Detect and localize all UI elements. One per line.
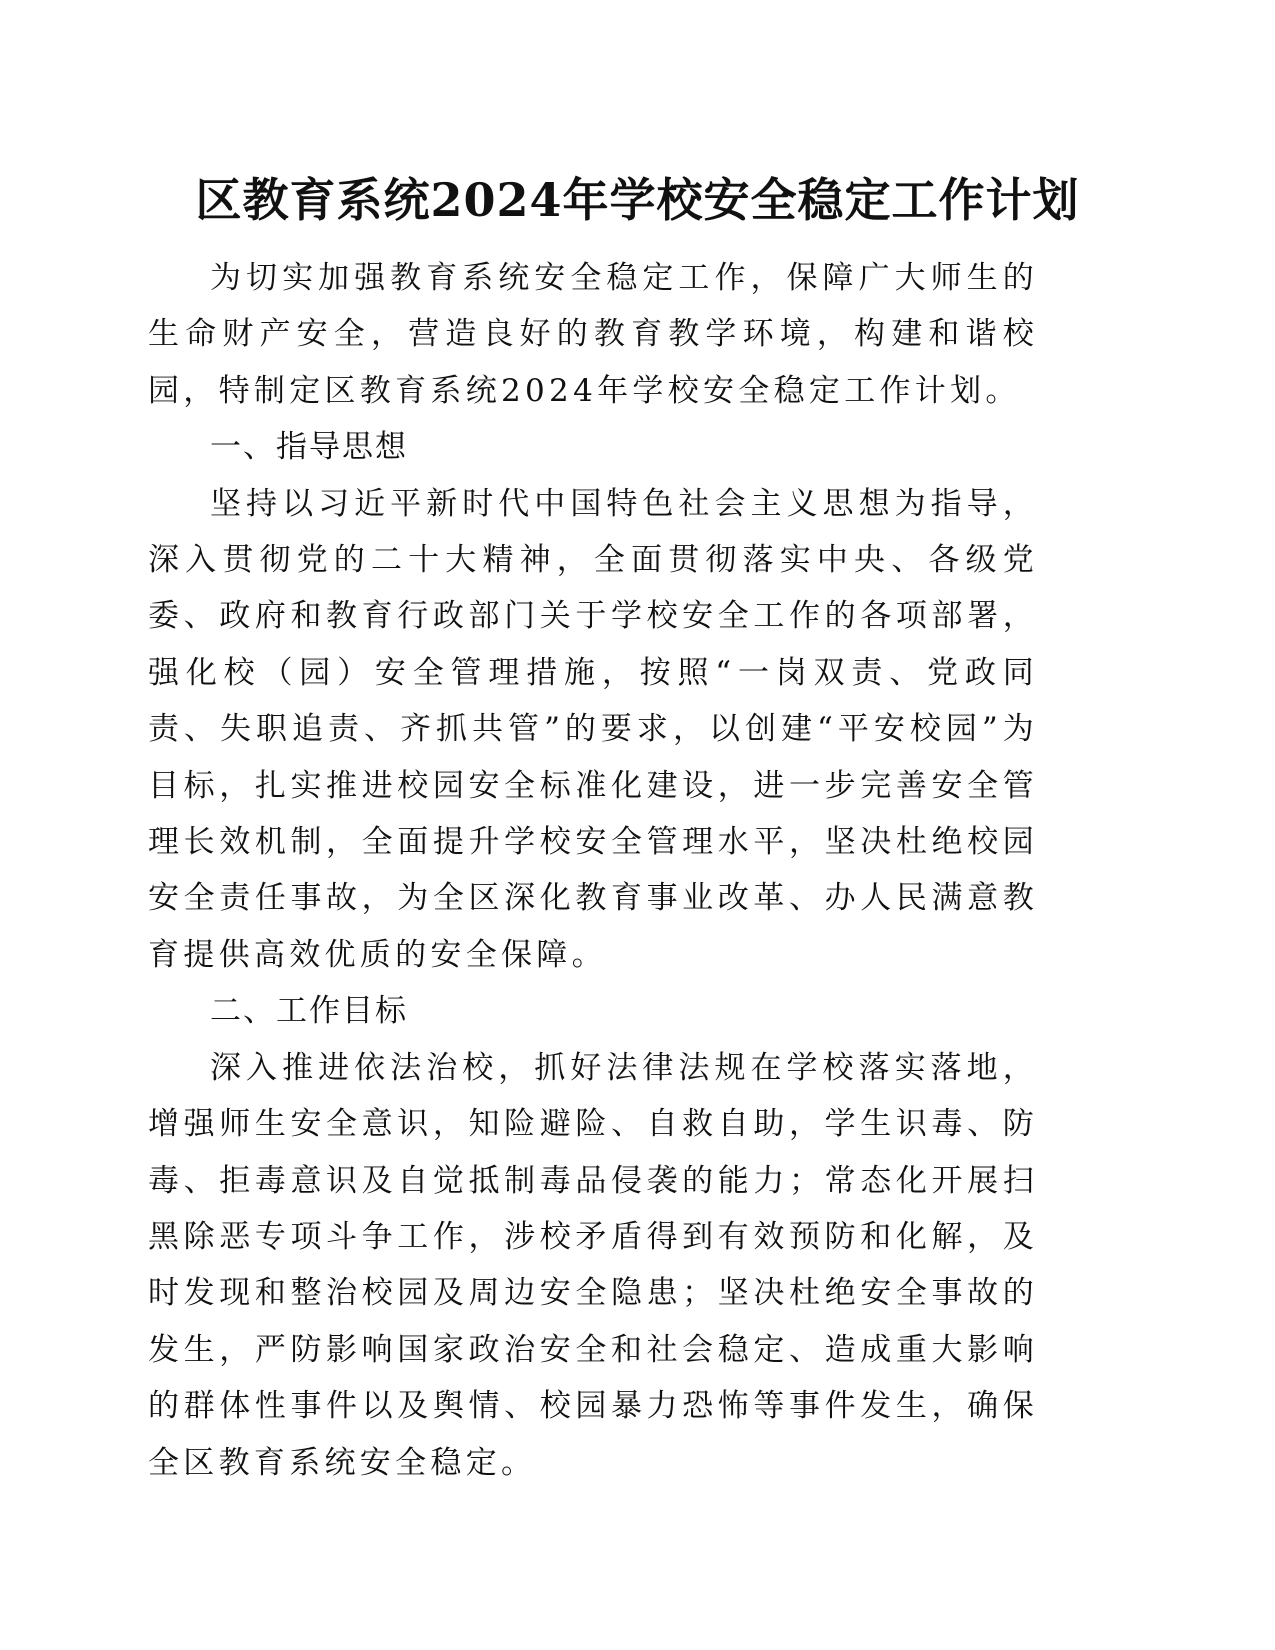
section-heading-work-goals: 二、工作目标 [210,993,408,1030]
section-paragraph-guiding-ideology: 坚持以习近平新时代中国特色社会主义思想为指导，深入贯彻党的二十大精神，全面贯彻落实中央、各级党委、政府和教育行政部门关于学校安全工作的各项部署，强化校（园）安全管理措施，按照“一岗双责、党政同责、失职追责、齐抓共管”的要求，以创建“平安校园”为目标，扎实推进校园安全标准化建设，进一步完善安全管理长效机制，全面提升学校安全管理水平，坚决杜绝校园安全责任事故，为全区深化教育事业改革、办人民满意教育提供高效优质的安全保障。 [148,485,1038,973]
document-body [148,250,1038,1491]
document-title: 区教育系统2024年学校安全稳定工作计划 [195,173,1080,227]
section-paragraph-work-goals: 深入推进依法治校，抓好法律法规在学校落实落地，增强师生安全意识，知险避险、自救自助，学生识毒、防毒、拒毒意识及自觉抵制毒品侵袭的能力；常态化开展扫黑除恶专项斗争工作，涉校矛盾得到有效预防和化解，及时发现和整治校园及周边安全隐患；坚决杜绝安全事故的发生，严防影响国家政治安全和社会稳定、造成重大影响的群体性事件以及舆情、校园暴力恐怖等事件发生，确保全区教育系统安全稳定。 [148,1049,1038,1481]
intro-paragraph: 为切实加强教育系统安全稳定工作，保障广大师生的生命财产安全，营造良好的教育教学环境，构建和谐校园，特制定区教育系统2024年学校安全稳定工作计划。 [148,260,1038,409]
section-heading-guiding-ideology: 一、指导思想 [210,429,408,466]
